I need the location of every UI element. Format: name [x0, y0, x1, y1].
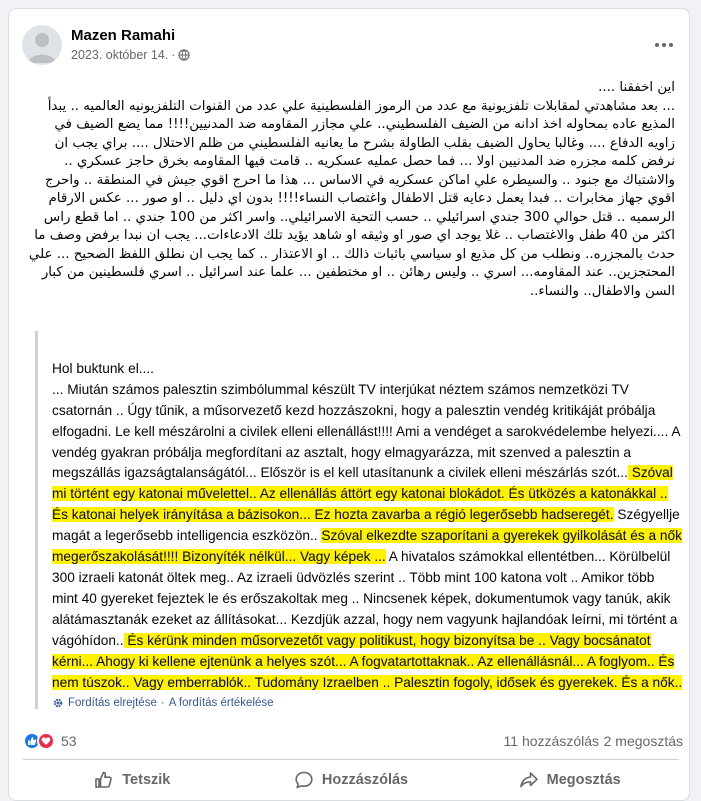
meta-separator: ·	[171, 48, 176, 62]
shares-count[interactable]: 2 megosztás	[603, 733, 683, 749]
comment-button[interactable]	[242, 761, 461, 799]
translation-text	[52, 338, 683, 693]
comments-count[interactable]: 11 hozzászólás	[503, 733, 599, 749]
translation-links	[52, 697, 683, 709]
post-date[interactable]: 2023. október 14.	[71, 48, 169, 62]
post-actions	[23, 761, 679, 799]
reactions-summary[interactable]	[23, 732, 77, 750]
comment-label: Hozzászólás	[321, 772, 409, 788]
reaction-count: 53	[61, 733, 77, 749]
translate-settings-icon[interactable]	[52, 697, 64, 709]
rate-translation-link[interactable]: A fordítás értékelése	[168, 697, 274, 710]
post-meta	[71, 48, 190, 62]
like-label: Tetszik	[122, 772, 171, 788]
share-label: Megosztás	[546, 772, 621, 788]
comment-icon	[294, 770, 314, 790]
translation-block	[35, 331, 683, 709]
hide-translation-link[interactable]: Fordítás elrejtése	[68, 697, 157, 710]
like-button[interactable]	[23, 761, 242, 799]
thumbs-up-icon	[94, 770, 114, 790]
translation-segment-highlighted: Szóval elkezdte szaporítani a gyerekek gyilkolását és a nők megerőszakolását!!!! Bizonyíték nélkül... Vagy képek ...	[52, 528, 682, 565]
share-button[interactable]	[460, 761, 679, 799]
post-stats	[23, 731, 683, 753]
author-name[interactable]: Mazen Ramahi	[71, 27, 176, 44]
translation-segment-highlighted: Szóval mi történt egy katonai művelettel.. Az ellenállás áttört egy katonai blokádot. És ütközés a katonákkal .. És katonai helyek irányítása a bázisokon... Ez hozta zavarba a régió legerősebb hadseregét.	[52, 465, 673, 523]
post-body-arabic: اين اخفقنا .... ... بعد مشاهدتي لمقابلات تلفزيونية مع عدد من الرموز الفلسطينية علي عدد من القنوات التلفزيونيه العالميه .. يبدأ المذيع عاده بمحاوله اخذ ادانه من الضيف الفلسطيني.. علي مجازر المقاومه ضد المدنيين!!!! مما يضع الضيف في زاويه الدفاع .... وغالبا يحاول الضيف بقلب الطاولة بشرح ما يعانيه الفلسطيني من ظلم الاحتلال .... براي يجب ان نرفض كلمه مجزره ضد المدنيين اولا ... فما حصل عمليه عسكريه .. قامت فيها المقاومه بخرق حاجز عسكري .. والاشتباك مع جنود .. والسيطره علي اماكن عسكريه في الاساس ... هذا ما احرج اقوي جيش في المنطقة .. واحرج اقوي جهاز مخابرات .. فبدا يعمل دعايه قتل الاطفال واغتصاب النساء!!!! بدون اي دليل .. او صور ... عكس الارقام الرسميه .. قتل حوالي 300 جندي اسرائيلي .. حسب التحية الاسرائيلي.. واسر اكثر من 100 جندي .. اما قطع راس اكثر من 40 طفل والاغتصاب .. غلا يوجد اي صور او وثيقه او شاهد يؤيد تلك الادعاءات... يجب ان نبدا برفض وصف ما حدث بالمجزره.. ونطلب من كل مذيع او سياسي باثبات ذالك .. او الاعتذار .. كما يجب ان نطلق اللفظ الصحيح ... علي المحتجزين.. عند المقاومه... اسري .. وليس رهائن .. او مختطفين ... علما عند اسرائيل .. اسري فلسطينين من كبار السن والاطفال.. والنساء..	[28, 80, 675, 299]
translation-segment: Hol buktunk el.... ... Miután számos palesztin szimbólummal készült TV interjúkat néztem számos nemzetközi TV csatornán .. Úgy tűnik, a műsorvezető kezd hozzászokni, hogy a palesztin vendég kritikáját próbálja elfogadni. Le kell mészárolni a civilek elleni ellenállást!!!! Ami a vendéget a sarokvédelembe helyezi.... A vendég gyakran próbálja megfordítani az asztalt, hogy elmagyarázza, mit szenved a palesztin a megszállás igazságtalanságától... Először is el kell utasítanunk a civilek elleni mészárlás szót...	[52, 360, 680, 481]
more-options-icon[interactable]	[652, 35, 676, 55]
post-header	[22, 23, 682, 73]
translation-segment: Szégyellje magát a legerősebb intelligencia eszközön..	[52, 507, 680, 544]
love-icon	[37, 732, 55, 750]
translation-segment: A hivatalos számokkal ellentétben... Körülbelül 300 izraeli katonát öltek meg.. Az izraeli üdvözlés szerint .. Több mint 100 katona volt .. Amikor több mint 40 gyereket fejeztek le és erőszakoltak meg .. Nincsenek képek, dokumentumok vagy tanúk, akik alátámasztanák ezeket az állításokat... Kezdjük azzal, hogy nem vagyunk hajlandóak leírni, mi történt a vágóhídon..	[52, 549, 678, 648]
translation-segment-highlighted: És kérünk minden műsorvezetőt vagy politikust, hogy bizonyítsa be .. Vagy bocsánatot kérni... Ahogy ki kellene ejtenünk a helyes szót... A fogvatartottaknak.. Az ellenállásnál... A foglyom.. És nem túszok.. Vagy emberrablók.. Tudomány Izraelben .. Palesztin fogoly, idősek és gyerekek. És a nők..	[52, 632, 683, 690]
link-separator: ·	[160, 697, 165, 710]
actions-divider	[23, 759, 679, 760]
post-card	[8, 8, 690, 801]
share-icon	[519, 770, 539, 790]
globe-icon[interactable]	[178, 49, 190, 61]
default-avatar-icon[interactable]	[22, 25, 62, 65]
